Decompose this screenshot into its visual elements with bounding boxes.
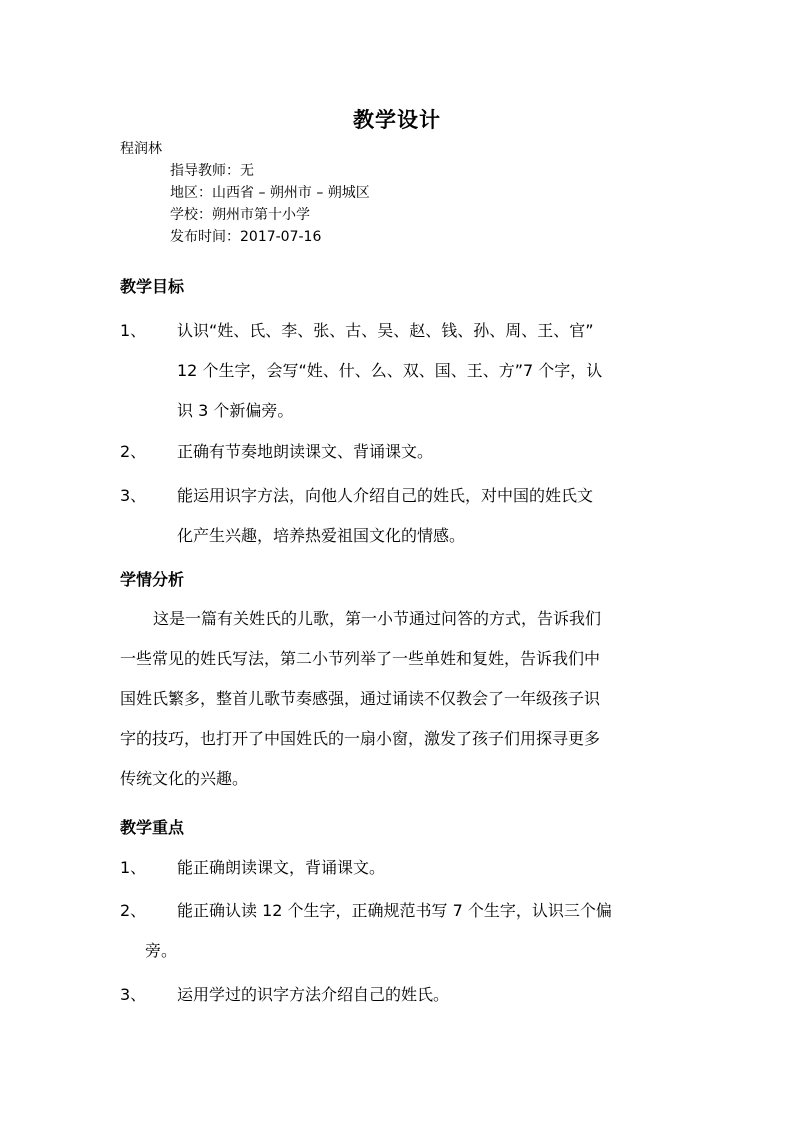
- section-heading-keypoints: 教学重点: [120, 818, 185, 837]
- keypoint-item-line: 运用学过的识字方法介绍自己的姓氏。: [177, 985, 450, 1004]
- goal-item-line: 识 3 个新偏旁。: [177, 401, 294, 420]
- goal-item-number: 3、: [120, 486, 147, 505]
- keypoint-item-number: 1、: [120, 858, 147, 877]
- meta-block: [170, 160, 370, 248]
- meta-school: 学校：朔州市第十小学: [170, 207, 310, 223]
- analysis-line: 这是一篇有关姓氏的儿歌，第一小节通过问答的方式，告诉我们: [153, 609, 602, 628]
- analysis-line: 传统文化的兴趣。: [120, 769, 249, 788]
- goal-item-number: 1、: [120, 321, 147, 340]
- goal-item-number: 2、: [120, 442, 147, 461]
- goal-item-line: 化产生兴趣，培养热爱祖国文化的情感。: [177, 526, 466, 545]
- keypoint-item-line: 能正确朗读课文，背诵课文。: [177, 858, 386, 877]
- keypoint-item-line: 能正确认读 12 个生字，正确规范书写 7 个生字，认识三个偏: [177, 901, 612, 920]
- keypoint-item-number: 2、: [120, 901, 147, 920]
- analysis-line: 国姓氏繁多，整首儿歌节奏感强，通过诵读不仅教会了一年级孩子识: [120, 689, 601, 708]
- goal-item-line: 认识“姓、氏、李、张、古、吴、赵、钱、孙、周、王、官”: [177, 321, 594, 340]
- meta-publish-date: 发布时间：2017-07-16: [170, 229, 322, 245]
- analysis-line: 字的技巧，也打开了中国姓氏的一扇小窗，激发了孩子们用探寻更多: [120, 729, 601, 748]
- author-name: 程润林: [120, 141, 162, 157]
- keypoint-item-line: 旁。: [145, 941, 178, 960]
- section-heading-goals: 教学目标: [120, 277, 185, 296]
- goal-item-line: 12 个生字，会写“姓、什、么、双、国、王、方”7 个字，认: [177, 361, 603, 380]
- analysis-line: 一些常见的姓氏写法，第二小节列举了一些单姓和复姓，告诉我们中: [120, 649, 601, 668]
- keypoint-item-number: 3、: [120, 985, 147, 1004]
- goal-item-line: 正确有节奏地朗读课文、背诵课文。: [177, 442, 434, 461]
- goal-item-line: 能运用识字方法，向他人介绍自己的姓氏，对中国的姓氏文: [177, 486, 594, 505]
- meta-region: 地区：山西省 – 朔州市 – 朔城区: [170, 185, 370, 201]
- section-heading-analysis: 学情分析: [120, 570, 185, 589]
- meta-advisor: 指导教师：无: [170, 163, 254, 179]
- document-title: 教学设计: [353, 108, 441, 132]
